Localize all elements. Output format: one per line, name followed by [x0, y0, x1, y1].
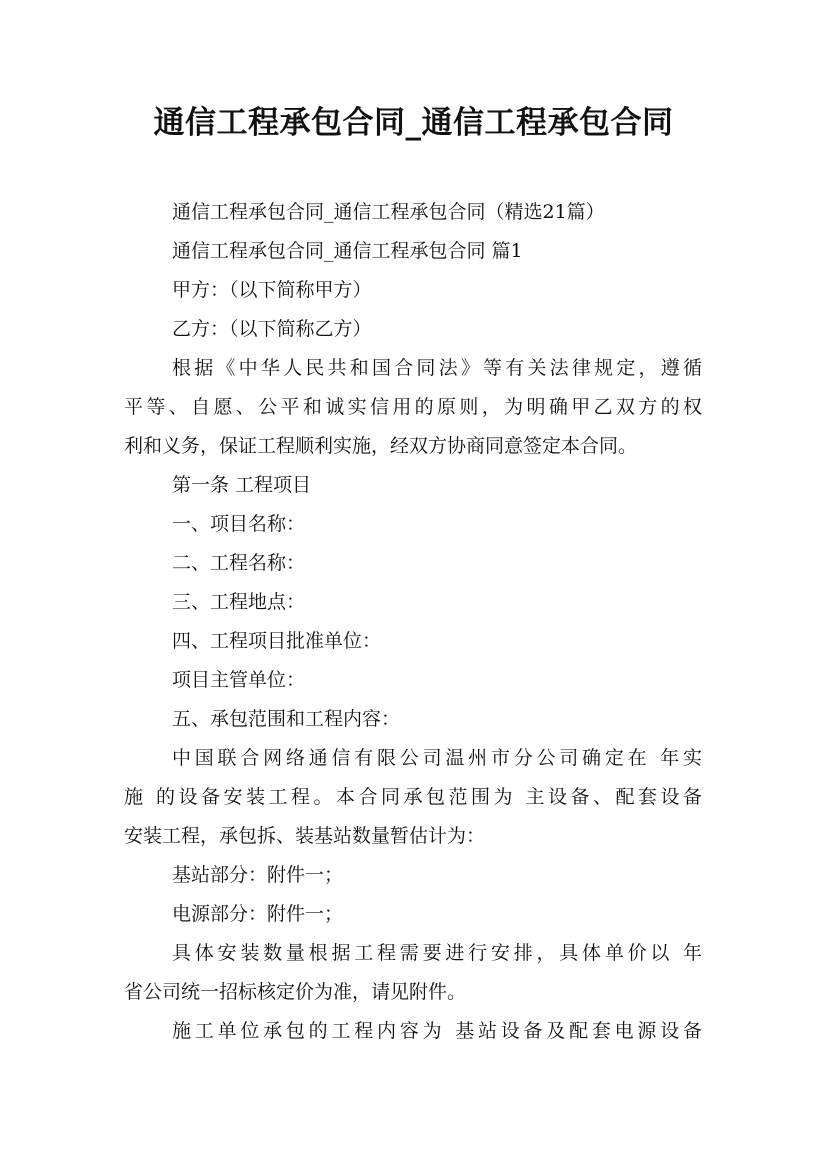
list-item: 一、项目名称：	[172, 513, 306, 535]
list-item: 二、工程名称：	[172, 552, 306, 574]
paragraph-line: 省公司统一招标核定价为准，请见附件。	[124, 981, 467, 1003]
list-item: 项目主管单位：	[172, 669, 306, 691]
list-item: 电源部分：附件一；	[172, 903, 344, 925]
list-item: 三、工程地点：	[172, 591, 306, 613]
paragraph-line: 中国联合网络通信有限公司温州市分公司确定在 年实	[172, 747, 702, 769]
list-item: 五、承包范围和工程内容：	[172, 708, 401, 730]
document-title: 通信工程承包合同_通信工程承包合同	[153, 105, 674, 141]
party-a-line: 甲方：（以下简称甲方）	[172, 279, 372, 301]
article-heading: 第一条 工程项目	[172, 474, 312, 496]
paragraph-line: 安装工程，承包拆、装基站数量暂估计为：	[124, 825, 486, 847]
paragraph-line: 具体安装数量根据工程需要进行安排，具体单价以 年	[172, 942, 702, 964]
document-body	[124, 193, 702, 1051]
paragraph-line: 根据《中华人民共和国合同法》等有关法律规定，遵循	[172, 357, 702, 379]
paragraph-line: 利和义务，保证工程顺利实施，经双方协商同意签定本合同。	[124, 435, 638, 457]
paragraph-line: 平等、自愿、公平和诚实信用的原则，为明确甲乙双方的权	[124, 396, 702, 418]
subtitle-line: 通信工程承包合同_通信工程承包合同（精选21篇）	[172, 201, 605, 223]
party-b-line: 乙方：（以下简称乙方）	[172, 318, 372, 340]
list-item: 基站部分：附件一；	[172, 864, 344, 886]
list-item: 四、工程项目批准单位：	[172, 630, 382, 652]
section-heading: 通信工程承包合同_通信工程承包合同 篇1	[172, 240, 523, 262]
paragraph-line: 施工单位承包的工程内容为 基站设备及配套电源设备	[172, 1020, 702, 1042]
paragraph-line: 施 的设备安装工程。本合同承包范围为 主设备、配套设备	[124, 786, 702, 808]
